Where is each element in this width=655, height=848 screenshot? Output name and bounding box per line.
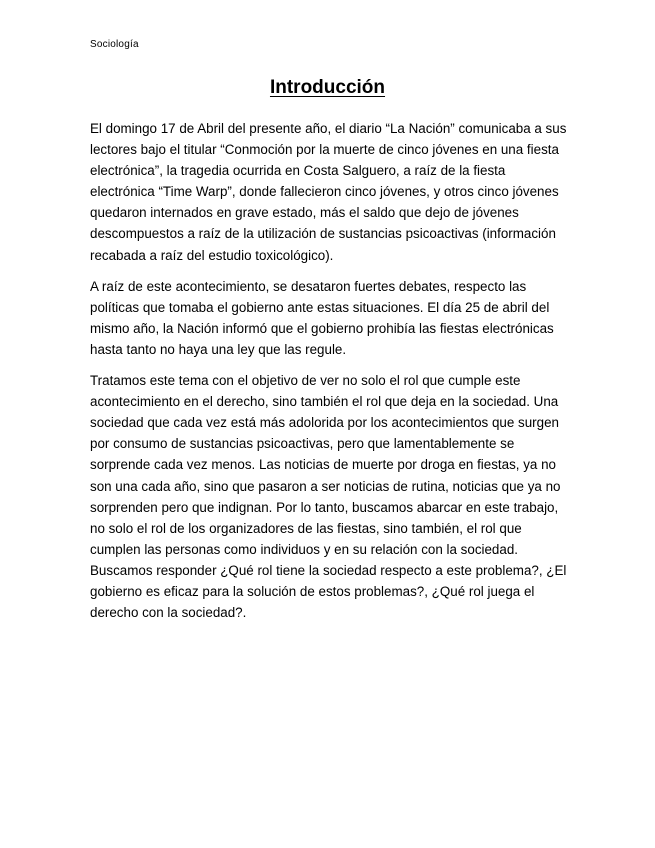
page-title: Introducción	[269, 77, 386, 98]
page-header: Sociología	[90, 39, 139, 50]
paragraph-2: A raíz de este acontecimiento, se desataron fuertes debates, respecto las políticas que tomaba el gobierno ante estas situaciones. El día 25 de abril del mismo año, la Nación informó que el gobierno prohibía las fiestas electrónicas hasta tanto no haya una ley que las regule.	[90, 278, 554, 357]
paragraph-3: Tratamos este tema con el objetivo de ver no solo el rol que cumple este acontecimiento en el derecho, sino también el rol que deja en la sociedad. Una sociedad que cada vez está más adolorida por los acontecimientos que surgen por consumo de sustancias psicoactivas, pero que lamentablemente se sorprende cada vez menos. Las noticias de muerte por droga en fiestas, ya no son una cada año, sino que pasaron a ser noticias de rutina, noticias que ya no sorprenden pero que indignan. Por lo tanto, buscamos abarcar en este trabajo, no solo el rol de los organizadores de las fiestas, sino también, el rol que cumplen las personas como individuos y en su relación con la sociedad. Buscamos responder ¿Qué rol tiene la sociedad respecto a este problema?, ¿El gobierno es eficaz para la solución de estos problemas?, ¿Qué rol juega el derecho con la sociedad?.	[90, 373, 567, 621]
document-body	[90, 118, 568, 633]
paragraph-1: El domingo 17 de Abril del presente año, el diario “La Nación” comunicaba a sus lectores bajo el titular “Conmoción por la muerte de cinco jóvenes en una fiesta electrónica”, la tragedia ocurrida en Costa Salguero, a raíz de la fiesta electrónica “Time Warp”, donde fallecieron cinco jóvenes, y otros cinco jóvenes quedaron internados en grave estado, más el saldo que dejo de jóvenes descompuestos a raíz de la utilización de sustancias psicoactivas (información recabada a raíz del estudio toxicológico).	[90, 121, 567, 263]
